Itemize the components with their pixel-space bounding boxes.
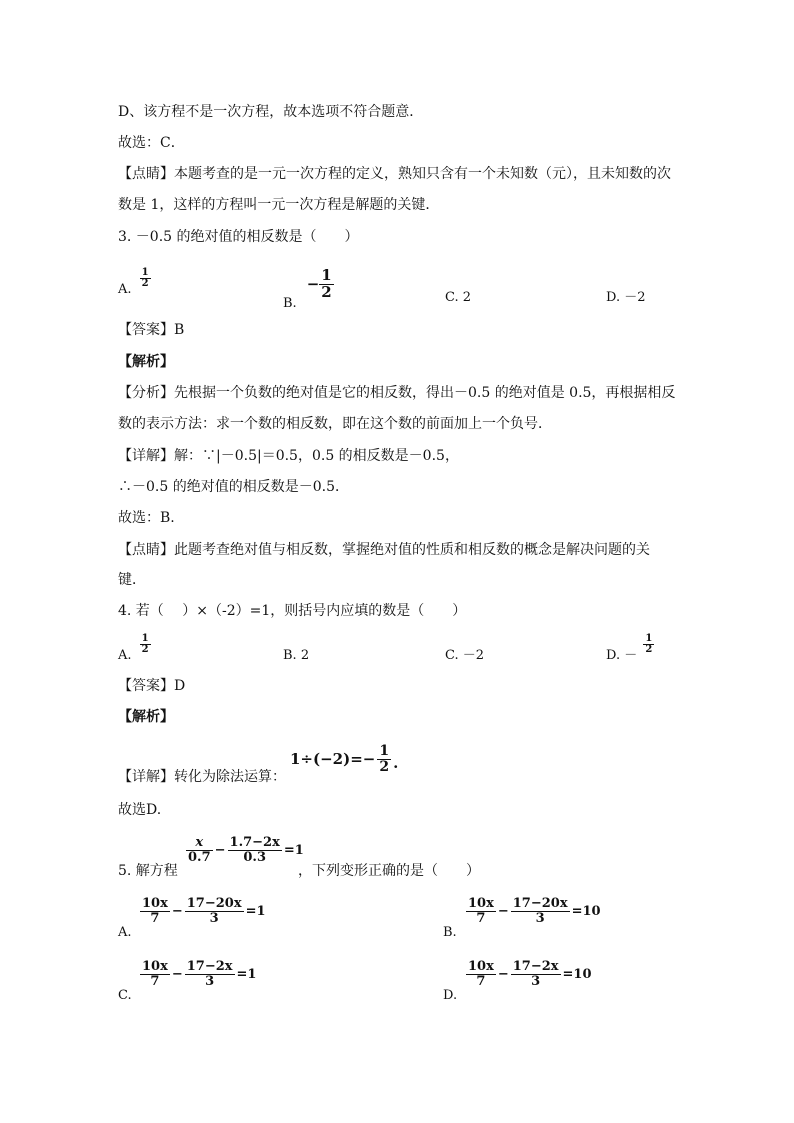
q5-c-minus: −	[171, 966, 183, 982]
q3-b-label: B.	[283, 296, 297, 311]
q5-b-fraction-1	[466, 897, 496, 925]
q4-a-fraction	[140, 634, 151, 656]
q4-option-a	[118, 632, 151, 664]
q5-d-fraction-1	[466, 960, 496, 988]
dianjing-1-line-2: 数是 1，这样的方程叫一元一次方程是解题的关键．	[118, 197, 440, 213]
q5-a-rhs: =1	[245, 903, 266, 919]
q3-a-numerator: 1	[141, 266, 149, 278]
q3-b-fraction	[319, 265, 333, 301]
q5-a-num1: 10x	[142, 896, 168, 911]
q4-expr-denominator: 2	[379, 758, 390, 775]
q5-a-fraction-2	[185, 897, 244, 925]
q4-option-c: C. －2	[445, 648, 485, 663]
q5-c-den1: 7	[150, 973, 160, 989]
q5-a-fraction-1	[140, 897, 170, 925]
q3-answer: 【答案】B	[118, 322, 185, 338]
q4-option-d	[606, 632, 654, 664]
q3-jiexi: 【解析】	[118, 354, 174, 370]
q4-choose: 故选D.	[118, 802, 162, 818]
q3-option-d: D. －2	[606, 290, 646, 305]
q5-d-den2: 3	[531, 973, 541, 989]
q5-d-num1: 10x	[468, 959, 494, 974]
q5-a-den1: 7	[150, 910, 160, 926]
q4-expr-fraction	[377, 744, 391, 774]
q5-d-num2: 17−2x	[512, 959, 559, 974]
q5-d-den1: 7	[476, 973, 486, 989]
option-d-explanation: D、该方程不是一次方程，故本选项不符合题意．	[118, 104, 424, 120]
q3-fenxi-line-1: 【分析】先根据一个负数的绝对值是它的相反数，得出－0.5 的绝对值是 0.5，再根据相反	[118, 385, 676, 401]
q5-b-num2: 17−20x	[512, 896, 568, 911]
q5-stem-suffix: ，下列变形正确的是（ ）	[298, 863, 480, 879]
q5-option-a	[140, 897, 266, 925]
q5-option-c	[140, 960, 256, 988]
q3-a-label: A.	[118, 282, 132, 297]
q5-option-a-label: A.	[118, 925, 132, 940]
q3-a-denominator: 2	[141, 278, 149, 289]
q4-a-denominator: 2	[141, 644, 149, 655]
q3-choose: 故选：B.	[118, 510, 175, 526]
q5-option-d	[466, 960, 592, 988]
q5-d-minus: −	[497, 966, 509, 982]
q5-b-rhs: =10	[571, 903, 601, 919]
q5-d-fraction-2	[511, 960, 561, 988]
q4-d-fraction	[643, 634, 654, 656]
q5-eq-den2: 0.3	[243, 849, 266, 865]
q5-c-rhs: =1	[236, 966, 257, 982]
q5-eq-den1: 0.7	[188, 849, 211, 865]
q5-c-num2: 17−2x	[186, 959, 233, 974]
q5-a-num2: 17−20x	[186, 896, 242, 911]
q5-d-rhs: =10	[562, 966, 592, 982]
q5-c-fraction-2	[185, 960, 235, 988]
q5-b-den1: 7	[476, 910, 486, 926]
q3-b-sign: −	[306, 275, 320, 293]
q5-b-minus: −	[497, 903, 509, 919]
q5-option-b	[466, 897, 601, 925]
q5-stem-prefix: 5. 解方程	[118, 863, 178, 879]
q4-d-numerator: 1	[645, 632, 653, 644]
q4-option-b: B. 2	[283, 648, 310, 663]
q3-option-a	[118, 266, 151, 298]
q5-b-fraction-2	[511, 897, 570, 925]
q3-a-fraction	[140, 268, 151, 290]
q4-a-label: A.	[118, 648, 132, 663]
q5-c-num1: 10x	[142, 959, 168, 974]
q3-dianjing-line-1: 【点睛】此题考查绝对值与相反数，掌握绝对值的性质和相反数的概念是解决问题的关	[118, 542, 650, 558]
q3-option-c: C. 2	[445, 290, 472, 305]
q4-a-numerator: 1	[141, 632, 149, 644]
q4-answer: 【答案】D	[118, 678, 186, 694]
q3-xiangjie-line-2: ∴－0.5 的绝对值的相反数是－0.5．	[118, 479, 349, 495]
q5-b-den2: 3	[535, 910, 545, 926]
q3-dianjing-line-2: 键．	[118, 572, 146, 588]
q3-b-numerator: 1	[321, 265, 332, 284]
q5-eq-num2: 1.7−2x	[229, 835, 280, 850]
q3-option-b	[283, 265, 334, 312]
q5-option-c-label: C.	[118, 988, 132, 1003]
q5-c-den2: 3	[205, 973, 215, 989]
q4-expr-numerator: 1	[379, 743, 390, 759]
q5-eq-minus: −	[214, 842, 226, 858]
q4-d-denominator: 2	[645, 644, 653, 655]
q5-option-d-label: D.	[443, 988, 458, 1003]
q3-b-denominator: 2	[321, 282, 332, 301]
q5-c-fraction-1	[140, 960, 170, 988]
q5-a-minus: −	[171, 903, 183, 919]
q4-jiexi: 【解析】	[118, 709, 174, 725]
q3-stem: 3. －0.5 的绝对值的相反数是（ ）	[118, 229, 359, 245]
q4-expr-period: .	[393, 754, 399, 773]
q3-fenxi-line-2: 数的表示方法：求一个数的相反数，即在这个数的前面加上一个负号．	[118, 416, 552, 432]
q4-xiangjie: 【详解】转化为除法运算：	[118, 769, 286, 785]
q4-stem: 4. 若（ ）×（-2）=1，则括号内应填的数是（ ）	[118, 603, 467, 619]
q4-d-label: D. －	[606, 648, 638, 663]
q5-option-b-label: B.	[443, 925, 457, 940]
q4-expr-left: 1÷(−2)=−	[290, 750, 376, 769]
dianjing-1-line-1: 【点睛】本题考查的是一元一次方程的定义，熟知只含有一个未知数（元），且未知数的次	[118, 166, 671, 182]
q5-a-den2: 3	[209, 910, 219, 926]
q5-b-num1: 10x	[468, 896, 494, 911]
choose-c: 故选：C．	[118, 135, 185, 151]
q3-xiangjie-line-1: 【详解】解：∵|－0.5|＝0.5，0.5 的相反数是－0.5，	[118, 448, 459, 464]
q5-eq-rhs: =1	[283, 842, 304, 858]
q5-eq-num1: x	[195, 835, 204, 850]
q5-eq-fraction-1	[186, 836, 213, 864]
q5-eq-fraction-2	[228, 836, 282, 864]
q5-equation	[186, 836, 304, 864]
q4-division-expression	[290, 744, 398, 774]
